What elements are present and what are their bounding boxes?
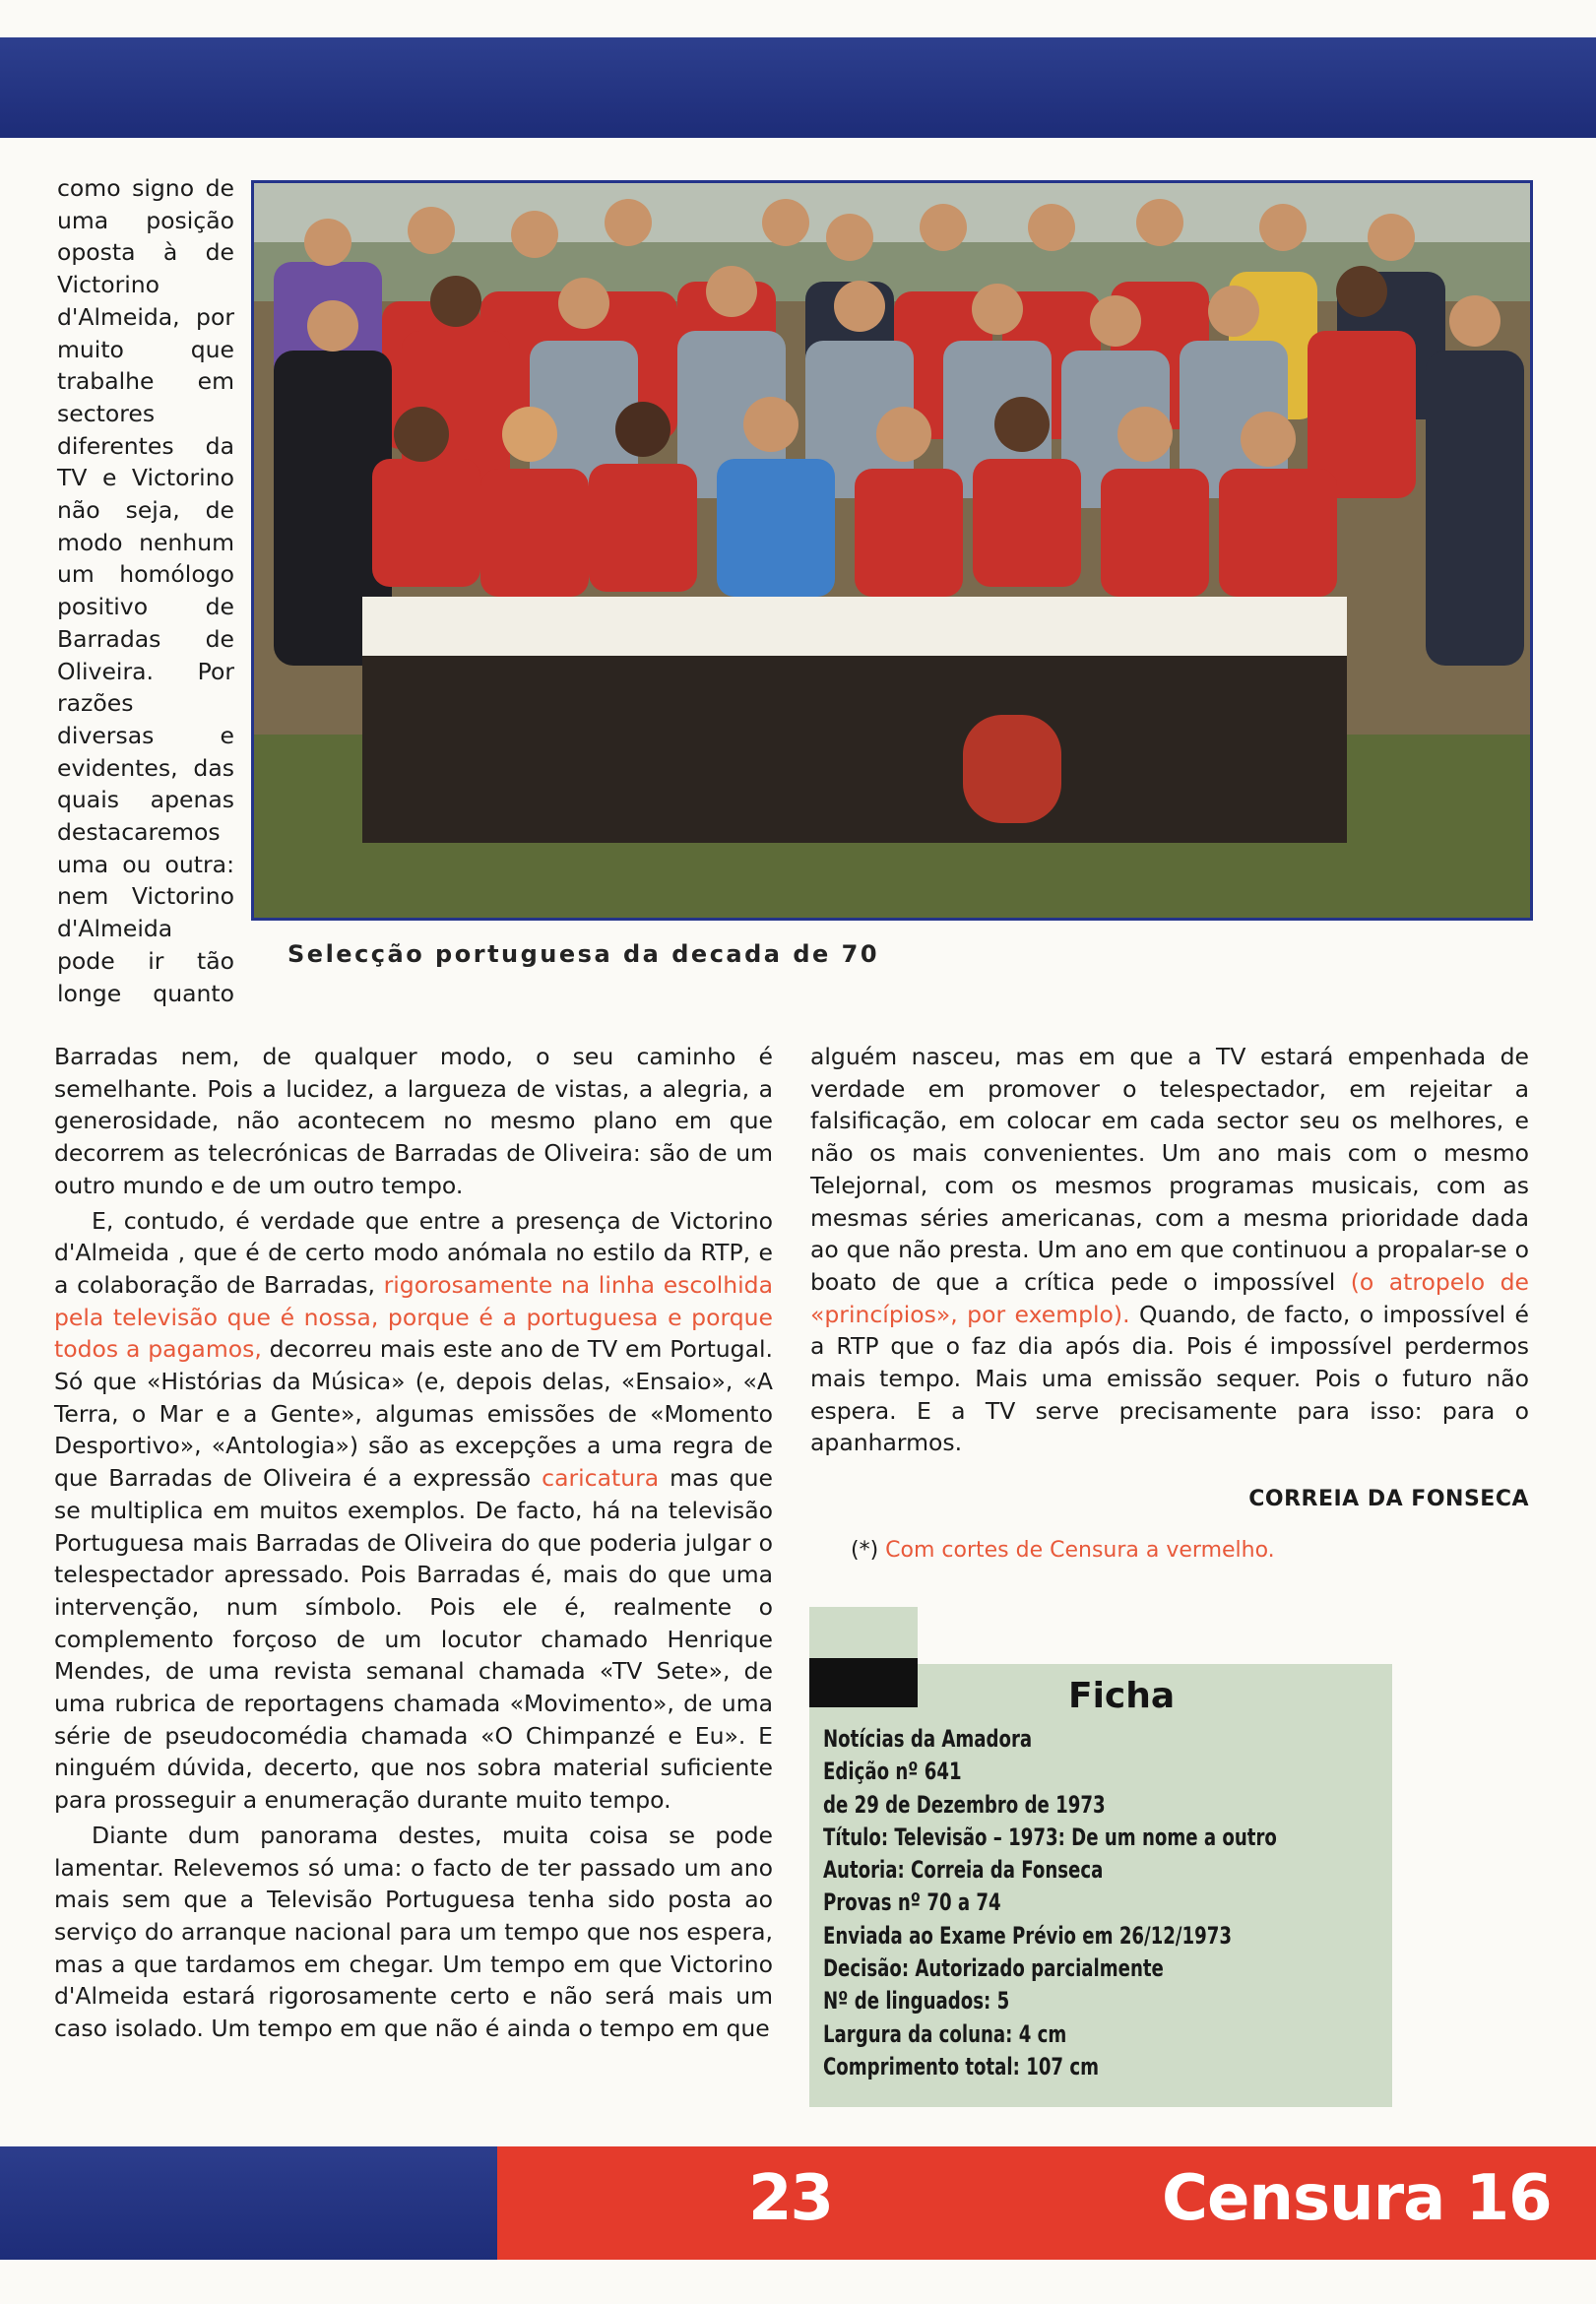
ficha-title: Ficha — [1068, 1676, 1176, 1716]
team-photo — [251, 180, 1533, 921]
paragraph-4 — [810, 1041, 1529, 1459]
ficha-line: Título: Televisão – 1973: De um nome a outro — [823, 1823, 1277, 1851]
paragraph-4-text-a: alguém nasceu, mas em que a TV estará empenhada de verdade em promover o telespectador, em rejeitar a falsificação, em colocar em cada sector seu os melhores, e não os mais convenientes. Um ano mais com o mesmo Telejornal, com os mesmos programas musicais, com as mesmas séries americanas, com a mesma prioridade dada ao que não presta. Um ano em que continuou a propalar-se o boato de que a crítica pede o impossível — [810, 1043, 1529, 1296]
censored-text-2: caricatura — [542, 1464, 660, 1493]
paragraph-2-text-a: E, contudo, é verdade que entre a presença de Victorino d'Almeida , que é de certo modo anómala no estilo da RTP, e a colaboração de Barradas, — [54, 1206, 773, 1299]
censorship-note — [851, 1538, 1275, 1563]
top-color-band — [0, 37, 1596, 138]
censored-text-1: rigorosamente na linha escolhida pela televisão que é nossa, porque é a portuguesa e porque todos a pagamos, — [54, 1270, 773, 1364]
note-text: Com cortes de Censura a vermelho. — [885, 1538, 1275, 1563]
paragraph-4-text-b: Quando, de facto, o impossível é a RTP que o faz dia após dia. Pois é impossível perdermos mais tempo. Mais uma emissão sequer. Pois o futuro não espera. E a TV serve precisamente para isso: para o apanharmos. — [810, 1300, 1529, 1457]
note-prefix: (*) — [851, 1538, 879, 1563]
ficha-line: Enviada ao Exame Prévio em 26/12/1973 — [823, 1921, 1233, 1950]
ficha-line: Provas nº 70 a 74 — [823, 1888, 1001, 1917]
paragraph-2-text-c: mas que se multiplica em muitos exemplos. De facto, há na televisão Portuguesa mais Barradas de Oliveira do que poderia julgar o telespectador apressado. Pois Barradas é, mais do que uma intervenção, num símbolo. Pois ele é, realmente o complemento forçoso de um locutor chamado Henrique Mendes, de uma revista semanal chamada «TV Sete», de uma rubrica de reportagens chamada «Movimento», de uma série de pseudocomédia chamada «O Chimpanzé e Eu». E ninguém dúvida, decerto, que nos sobra material suficiente para prosseguir a enumeração durante muito tempo. — [54, 1464, 773, 1815]
magazine-name: Censura 16 — [1162, 2162, 1552, 2235]
ficha-line: Edição nº 641 — [823, 1758, 962, 1786]
page-number: 23 — [748, 2162, 833, 2235]
ficha-line: Largura da coluna: 4 cm — [823, 2019, 1067, 2048]
author-signature: CORREIA DA FONSECA — [1248, 1487, 1529, 1511]
team-photo-illustration — [254, 183, 1530, 918]
ficha-line: Decisão: Autorizado parcialmente — [823, 1954, 1164, 1983]
paragraph-1: Barradas nem, de qualquer modo, o seu caminho é semelhante. Pois a lucidez, a largueza de vistas, a alegria, a generosidade, não acontecem no mesmo plano em que decorrem as telecrónicas de Barradas de Oliveira: são de um outro mundo e de um outro tempo. — [54, 1043, 773, 1199]
article-wrap-column — [57, 172, 234, 1009]
paragraph-2 — [54, 1205, 773, 1817]
ficha-line: Notícias da Amadora — [823, 1725, 1033, 1753]
wrap-paragraph: como signo de uma posição oposta à de Victorino d'Almeida, por muito que trabalhe em sectores diferentes da TV e Victorino não seja, de modo nenhum um homólogo positivo de Barradas de Oliveira. Por razões diversas e evidentes, das quais apenas destacaremos uma ou outra: nem Victorino d'Almeida pode ir tão longe quanto — [57, 174, 234, 1007]
paragraph-2-text-b: decorreu mais este ano de TV em Portugal. Só que «Histórias da Música» (e, depois delas, «Ensaio», «A Terra, o Mar e a Gente», algumas emissões de «Momento Desportivo», «Antologia») são as excepções a uma regra de que Barradas de Oliveira é a expressão — [54, 1335, 773, 1493]
article-left-column — [54, 1041, 773, 2048]
paragraph-3: Diante dum panorama destes, muita coisa se pode lamentar. Relevemos só uma: o facto de ter passado um ano mais sem que a Televisão Portuguesa tenha sido posta ao serviço do arranque nacional para um tempo que nos espera, mas a que tardamos em chegar. Um tempo em que Victorino d'Almeida estará rigorosamente certo e não será mais um caso isolado. Um tempo em que não é ainda o tempo em que — [54, 1821, 773, 2043]
article-right-column — [810, 1041, 1529, 1462]
ficha-line: Comprimento total: 107 cm — [823, 2052, 1100, 2080]
censored-text-3: (o atropelo de «princípios», por exemplo). — [810, 1267, 1529, 1328]
ficha-line: Autoria: Correia da Fonseca — [823, 1856, 1104, 1885]
photo-caption: Selecção portuguesa da decada de 70 — [287, 940, 880, 968]
ficha-details — [823, 1723, 1277, 2083]
ficha-line: Nº de linguados: 5 — [823, 1987, 1010, 2016]
footer-blue-band — [0, 2146, 497, 2260]
ficha-tab-marker — [809, 1658, 918, 1707]
ficha-line: de 29 de Dezembro de 1973 — [823, 1790, 1106, 1819]
